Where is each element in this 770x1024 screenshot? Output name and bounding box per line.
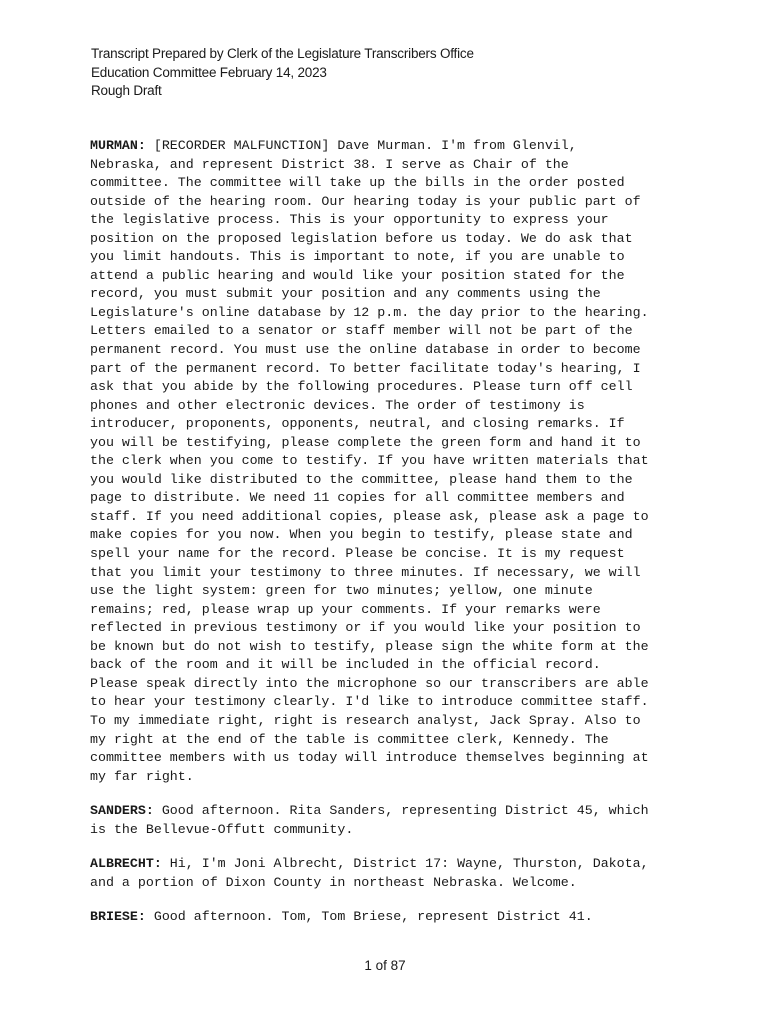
header-committee-date: Education Committee February 14, 2023 [91,64,327,80]
speaker-name: ALBRECHT: [90,856,162,872]
speaker-name: BRIESE: [90,909,146,925]
speaker-name: SANDERS: [90,803,154,819]
transcript-header [91,45,474,101]
testimony-text: Good afternoon. Rita Sanders, representing District 45, which is the Bellevue-Offutt community. [90,803,649,837]
speaker-name: MURMAN: [90,138,146,153]
header-draft-status: Rough Draft [91,83,162,99]
testimony-paragraph [90,908,690,927]
header-title: Transcript Prepared by Clerk of the Legislature Transcribers Office [91,46,474,61]
transcript-body [90,137,690,943]
testimony-paragraph [90,855,690,892]
testimony-text: Hi, I'm Joni Albrecht, District 17: Wayne, Thurston, Dakota, and a portion of Dixon County in northeast Nebraska. Welcome. [90,856,649,890]
testimony-text: Good afternoon. Tom, Tom Briese, represent District 41. [145,909,593,925]
testimony-paragraph [90,802,690,839]
page-number: 1 of 87 [364,958,406,973]
testimony-paragraph [90,137,690,786]
testimony-text: [RECORDER MALFUNCTION] Dave Murman. I'm from Glenvil, Nebraska, and represent District 38. I serve as Chair of the committee. The committee will take up the bills in the order posted outside of the hearing room. Our hearing today is your public part of the legislative process. This is your opportunity to express your position on the proposed legislation before us today. We do ask that you limit handouts. This is important to note, if you are unable to attend a public hearing and would like your position stated for the record, you must submit your position and any comments using the Legislature's online database by 12 p.m. the day prior to the hearing. Letters emailed to a senator or staff member will not be part of the permanent record. You must use the online database in order to become part of the permanent record. To better facilitate today's hearing, I ask that you abide by the following procedures. Please turn off cell phones and other electronic devices. The order of testimony is introducer, proponents, opponents, neutral, and closing remarks. If you will be testifying, please complete the green form and hand it to the clerk when you come to testify. If you have written materials that you would like distributed to the committee, please hand them to the page to distribute. We need 11 copies for all committee members and staff. If you need additional copies, please ask, please ask a page to make copies for you now. When you begin to testify, please state and spell your name for the record. Please be concise. It is my request that you limit your testimony to three minutes. If necessary, we will use the light system: green for two minutes; yellow, one minute remains; red, please wrap up your comments. If your remarks were reflected in previous testimony or if you would like your position to be known but do not wish to testify, please sign the white form at the back of the room and it will be included in the official record. Please speak directly into the microphone so our transcribers are able to hear your testimony clearly. I'd like to introduce committee staff. To my immediate right, right is research analyst, Jack Spray. Also to my right at the end of the table is committee clerk, Kennedy. The committee members with us today will introduce themselves beginning at my far right. [90,138,649,784]
